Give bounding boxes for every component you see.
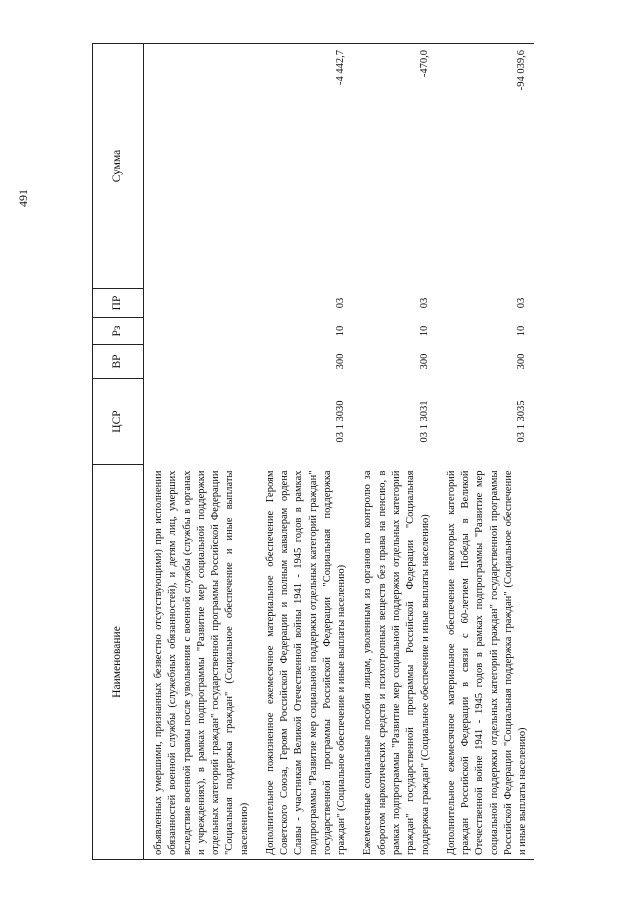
budget-table [92, 43, 534, 860]
header-pr: ПР [93, 289, 144, 318]
row-pr [144, 289, 256, 318]
row-name: объявленных умершими, признанных безвестно отсутствующими) при исполнении обязанностей военной службы (служебных обязанностей), и детям лиц, умерших вследствие военной травмы после увольнения с военной службы (службы в органах и учреждениях), в рамках подпрограммы "Развитие мер социальной поддержки отдельных категорий граждан" государственной программы Российской Федерации "Социальная поддержка граждан" (Социальное обеспечение и иные выплаты населению) [144, 465, 256, 860]
row-rz [144, 318, 256, 345]
row-name: Ежемесячные социальные пособия лицам, уволенным из органов по контролю за оборотом наркотических средств и психотропных веществ без права на пенсию, в рамках подпрограммы "Развитие мер социальной поддержки отдельных категорий граждан" государственной программы Российской Федерации "Социальная поддержка граждан" (Социальное обеспечение и иные выплаты населению) [353, 465, 436, 860]
table-row [353, 44, 436, 860]
table-header-row [93, 44, 144, 860]
row-csr: 03 1 3035 [516, 400, 528, 443]
row-rz: 10 [335, 325, 347, 337]
header-sum: Сумма [93, 44, 144, 289]
row-csr: 03 1 3030 [335, 400, 347, 443]
row-vr: 300 [335, 353, 347, 370]
row-csr [144, 379, 256, 465]
header-csr: ЦСР [93, 379, 144, 465]
row-sum: -470,0 [353, 44, 436, 289]
row-vr: 300 [418, 353, 430, 370]
row-pr: 03 [418, 297, 430, 309]
row-name: Дополнительное ежемесячное материальное обеспечение некоторых категорий граждан Российской Федерации в связи с 60-летием Победы в Великой Отечественной войне 1941 - 1945 годов в рамках подпрограммы "Развитие мер социальной поддержки отдельных категорий граждан" государственной программы Российской Федерации "Социальная поддержка граждан" (Социальное обеспечение и иные выплаты населению) [437, 465, 535, 860]
row-pr: 03 [516, 297, 528, 309]
row-sum [144, 44, 256, 289]
page-number: 491 [16, 189, 30, 207]
row-rz: 10 [516, 325, 528, 337]
row-vr [144, 345, 256, 379]
row-vr: 300 [516, 353, 528, 370]
header-name: Наименование [93, 465, 144, 860]
table-row [256, 44, 354, 860]
table-row [437, 44, 535, 860]
rotated-content [80, 32, 560, 872]
table-row [144, 44, 256, 860]
row-sum: -4 442,7 [256, 44, 354, 289]
row-sum: -94 039,6 [437, 44, 535, 289]
row-csr: 03 1 3031 [418, 400, 430, 443]
header-vr: ВР [93, 345, 144, 379]
row-rz: 10 [418, 325, 430, 337]
row-name: Дополнительное пожизненное ежемесячное материальное обеспечение Героям Советского Союза, Героям Российской Федерации и полным кавалерам ордена Славы - участникам Великой Отечественной войны 1941 - 1945 годов в рамках подпрограммы "Развитие мер социальной поддержки отдельных категорий граждан" государственной программы Российской Федерации "Социальная поддержка граждан" (Социальное обеспечение и иные выплаты населению) [256, 465, 354, 860]
header-rz: Рз [93, 318, 144, 345]
row-pr: 03 [335, 297, 347, 309]
